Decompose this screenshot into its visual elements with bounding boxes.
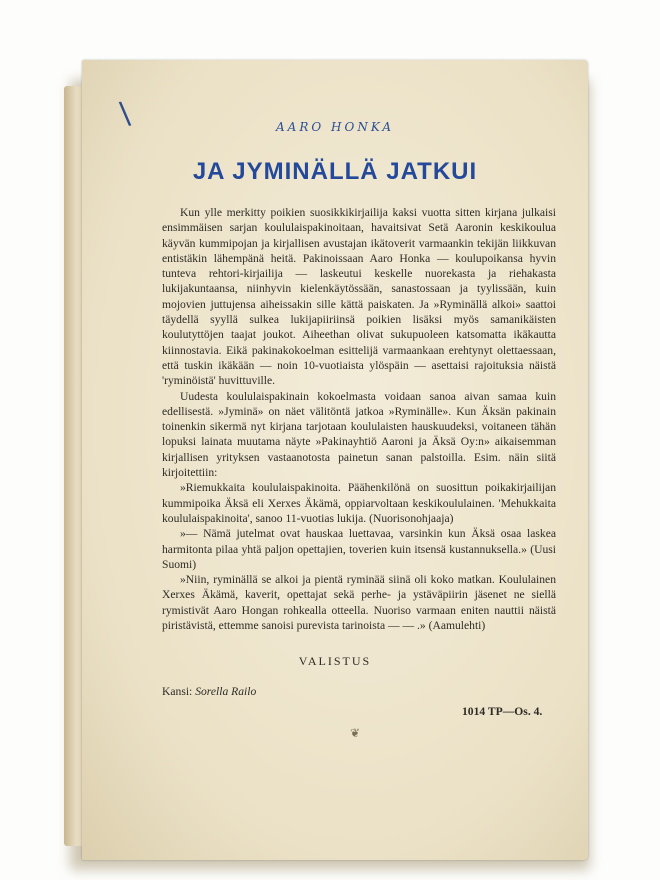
blurb-text (162, 205, 556, 633)
review-quote: »— Nämä jutelmat ovat hauskaa luettavaa, varsinkin kun Äksä osaa laskea harmitonta pilaa yhtä paljon opettajien, toverien kuin itsensä kustannuksella.» (Uusi Suomi) (162, 527, 556, 571)
catalog-code: 1014 TP—Os. 4. (462, 705, 543, 718)
ornament-icon: ❦ (350, 726, 361, 740)
cover-credit-label: Kansi: (162, 685, 193, 698)
blurb-paragraph: Kun ylle merkitty poikien suosikkikirjailija kaksi vuotta sitten kirjana julkaisi ensimmäisen sarjan koululaispakinoitaan, havaitsivat Setä Aaronin keskikoulua käyvän kummipojan ja kirjallisen avustajan ikätoverit varmaankin tekijän liikkuvan entistäkin lähempänä heitä. Pakinoissaan Aaro Honka — koulupoikansa hyvin tunteva rehtori-kirjailija — laskeutui keskelle nuorekasta ja riehakasta lukijakuntaansa, niinhyvin kielenkäytössään, sanastossaan ja tyylissään, kuin mojovien juttujensa aiheissakin sille kättä paiskaten. Ja »Ryminällä alkoi» saattoi täydellä syyllä sulkea lukijapiiriinsä poikien lisäksi myös samanikäisten koulutyttöjen taajat joukot. Aiheethan olivat sukupuoleen katsomatta ikäkautta kiinnostavia. Eikä pakinakokoelman esittelijä varmaankaan erehtynyt olettaessaan, että tuskin ikäkään — noin 10-vuotiaista ylöspäin — asettaisi rajoituksia näistä 'ryminöistä' huvittuville. (162, 206, 556, 388)
publisher-name: VALISTUS (298, 654, 372, 668)
blurb-paragraph: Uudesta koululaispakinain kokoelmasta voidaan sanoa aivan samaa kuin edellisestä. »Jyminä» on näet välitöntä jatkoa »Ryminälle». Kun Äksän pakinain toinenkin sikermä nyt kirjana tarjotaan koululaisten hauskuudeksi, voitaneen tähän lopuksi lainata muutama näyte »Pakinayhtiö Aaroni ja Äksä Oy:n» aikaisemman kirjallisen yrityksen vastaanotosta painetun sanan palstoilla. Esim. näin siitä kirjoitettiin: (162, 389, 556, 480)
cover-credit-name: Sorella Railo (195, 685, 257, 698)
author-name: AARO HONKA (276, 120, 394, 134)
review-quote: »Riemukkaita koululaispakinoita. Päähenkilönä on suosittun poikakirjailijan kummipoika Äksä eli Xerxes Äkämä, oppiarvoltaan keskikoululainen. 'Mehukkaita koululaispakinoita', sanoo 11-vuotias lukija. (Nuorisonohjaaja) (162, 481, 556, 525)
handwritten-mark: \ (118, 95, 138, 132)
review-quote: »Niin, ryminällä se alkoi ja pientä ryminää siinä oli koko matkan. Koululainen Xerxes Äkämä, kaverit, opettajat sekä perhe- ja ystäväpiirin jäsenet ne siellä rymistivät Aaro Hongan rohkealla otteella. Nuoriso varmaan eniten nauttii näistä piristävistä, ettemme sanoisi purevista tarinoista — — .» (Aamulehti) (162, 573, 556, 633)
book-title: JA JYMINÄLLÄ JATKUI (192, 158, 478, 185)
cover-credit (162, 685, 256, 698)
